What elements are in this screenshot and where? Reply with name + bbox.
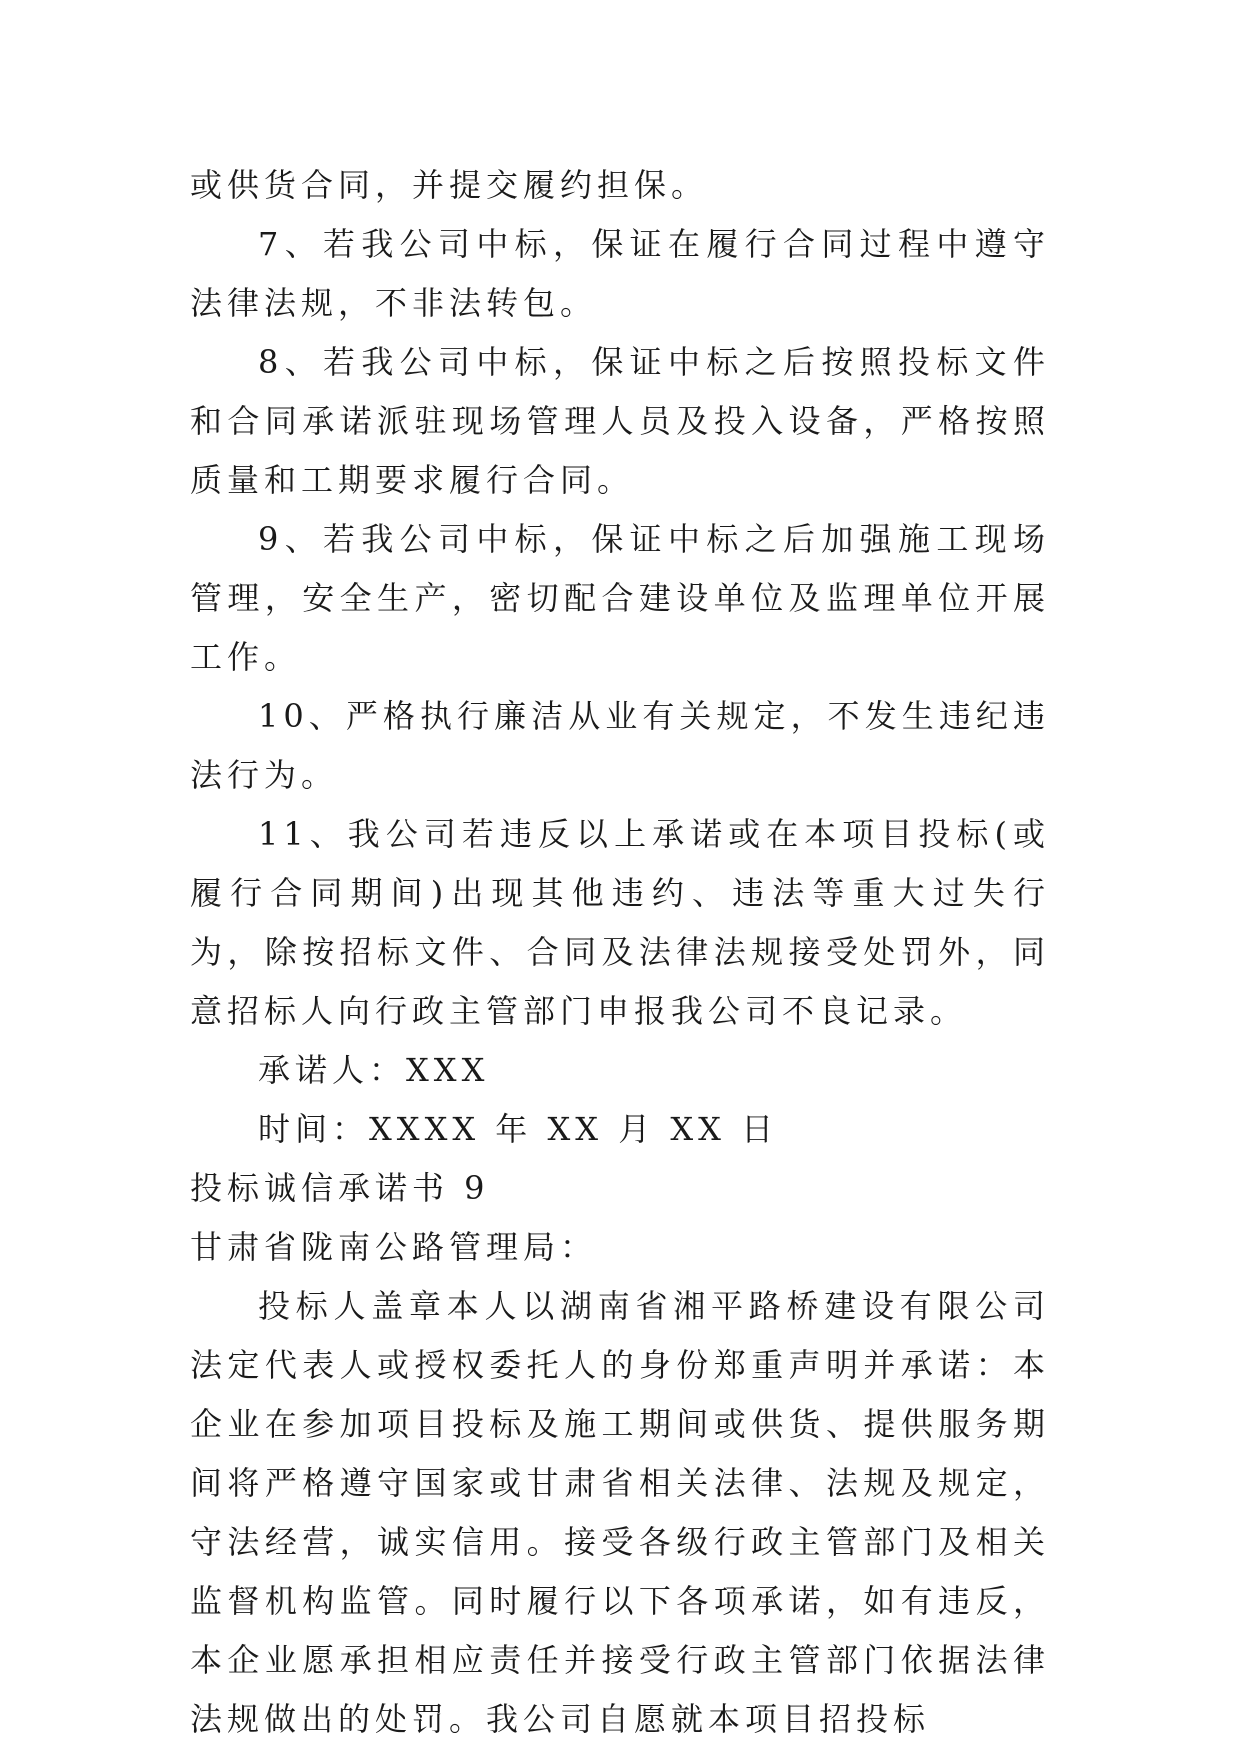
paragraph-contract-continuation: 或供货合同，并提交履约担保。 [190,166,709,204]
paragraph-declaration: 投标人盖章本人以湖南省湘平路桥建设有限公司法定代表人或授权委托人的身份郑重声明并承诺：本企业在参加项目投标及施工期间或供货、提供服务期间将严格遵守国家或甘肃省相关法律、法规及规定，守法经营，诚实信用。接受各级行政主管部门及相关监督机构监管。同时履行以下各项承诺，如有违反，本企业愿承担相应责任并接受行政主管部门依据法律法规做出的处罚。我公司自愿就本项目招投标 [190,1287,1050,1738]
paragraph-item-11: 11、我公司若违反以上承诺或在本项目投标(或履行合同期间)出现其他违约、违法等重大过失行为，除按招标文件、合同及法律法规接受处罚外，同意招标人向行政主管部门申报我公司不良记录。 [190,815,1050,1030]
signatory-line: 承诺人：XXX [258,1051,490,1089]
section-title: 投标诚信承诺书 9 [190,1169,490,1207]
document-body [190,156,1050,1749]
paragraph-item-9: 9、若我公司中标，保证中标之后加强施工现场管理，安全生产，密切配合建设单位及监理单位开展工作。 [190,520,1050,676]
paragraph-item-7: 7、若我公司中标，保证在履行合同过程中遵守法律法规，不非法转包。 [190,225,1050,322]
paragraph-item-8: 8、若我公司中标，保证中标之后按照投标文件和合同承诺派驻现场管理人员及投入设备，严格按照质量和工期要求履行合同。 [190,343,1050,499]
paragraph-item-10: 10、严格执行廉洁从业有关规定，不发生违纪违法行为。 [190,697,1050,794]
addressee-line: 甘肃省陇南公路管理局： [190,1228,598,1266]
date-line: 时间：XXXX 年 XX 月 XX 日 [258,1110,779,1148]
